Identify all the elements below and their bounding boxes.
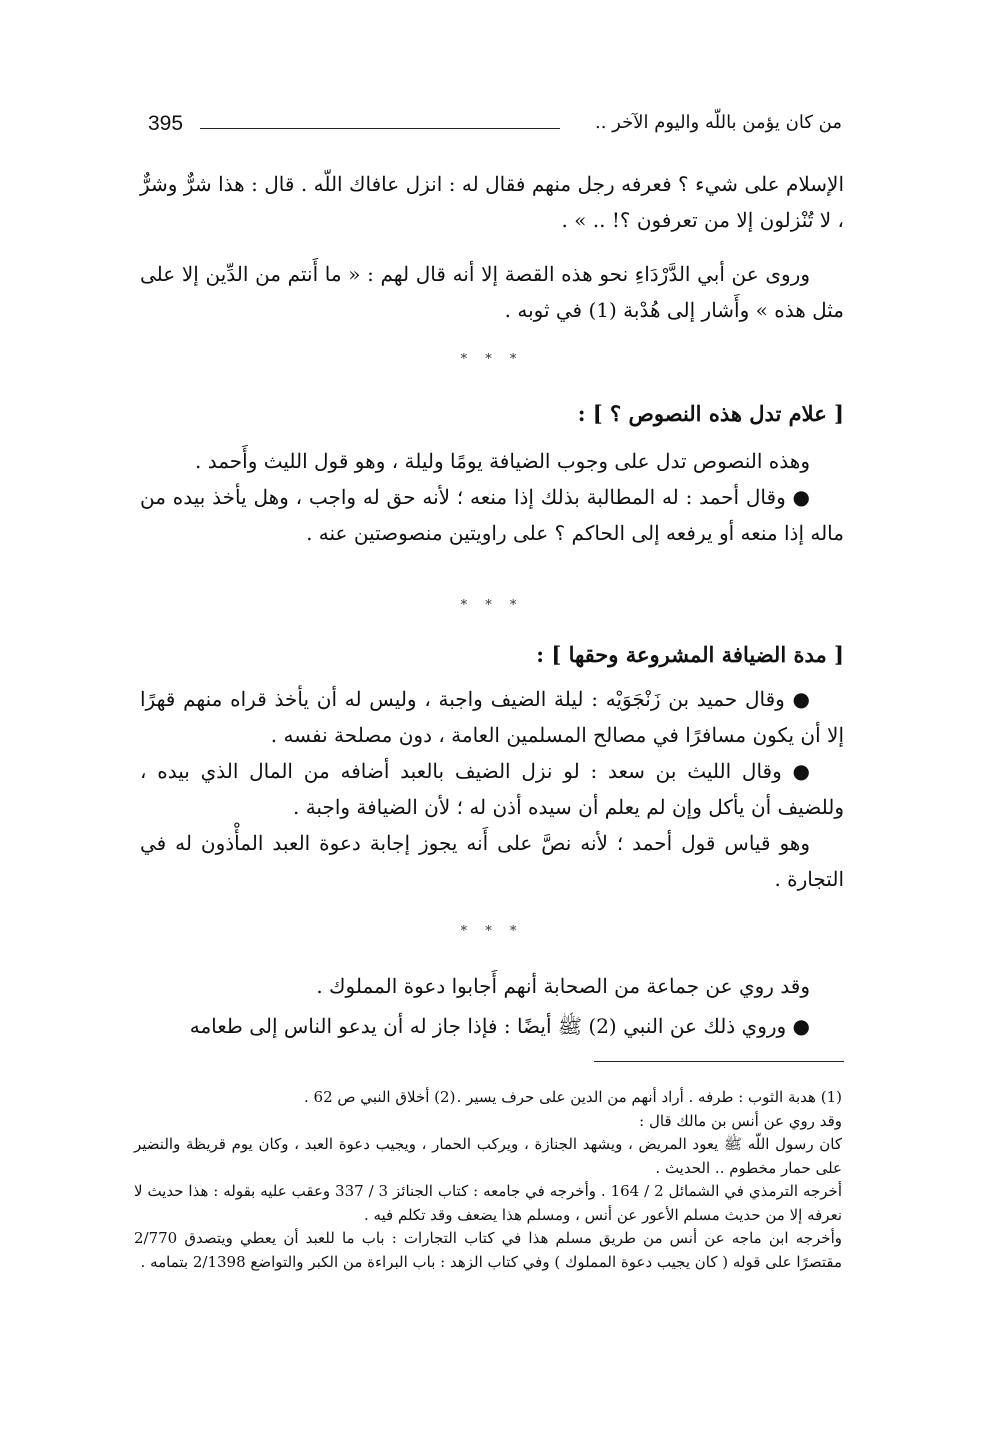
section-separator: * * * bbox=[460, 924, 524, 939]
section-heading: [ علام تدل هذه النصوص ؟ ] : bbox=[577, 401, 844, 426]
section-separator: * * * bbox=[460, 352, 524, 367]
paragraph: ● وقال حميد بن زَنْجَوَيْه : ليلة الضيف واجبة ، وليس له أن يأخذ قراه منهم قهرًا إلا أن يكون مسافرًا في مصالح المسلمين العامة ، دون مصلحة نفسه . bbox=[140, 687, 844, 747]
page-header bbox=[148, 112, 842, 142]
footnote-line: أخرجه الترمذي في الشمائل 2 / 164 . وأخرجه في جامعه : كتاب الجنائز 3 / 337 وعقب عليه بقوله : هذا حديث لا نعرفه إلا من حديث مسلم الأعور عن أنس ، ومسلم هذا يضعف وقد تكلم فيه . bbox=[134, 1182, 843, 1224]
paragraph: وقد روي عن جماعة من الصحابة أنهم أَجابوا دعوة المملوك . bbox=[316, 974, 810, 998]
section-3 bbox=[140, 968, 844, 1044]
paragraph: ● وقال أحمد : له المطالبة بذلك إذا منعه ؛ لأنه حق له واجب ، وهل يأخذ بيده من ماله إذا منعه أو يرفعه إلى الحاكم ؟ على راويتين منصوصتين عنه . bbox=[140, 485, 844, 545]
section-1 bbox=[140, 401, 844, 551]
footnotes bbox=[134, 1086, 842, 1274]
footnote-line: كان رسول اللّه ﷺ يعود المريض ، ويشهد الجنازة ، ويركب الحمار ، ويجيب دعوة العبد ، وكان يوم قريظة والنضير على حمار مخطوم .. الحديث . bbox=[134, 1135, 842, 1177]
footnote-2: (2) أخلاق النبي ص 62 . bbox=[304, 1088, 456, 1106]
paragraph: ● وروي ذلك عن النبي (2) ﷺ أيضًا : فإذا جاز له أن يدعو الناس إلى طعامه bbox=[189, 1014, 810, 1038]
section-separator: * * * bbox=[460, 598, 524, 613]
footnote-line: وأخرجه ابن ماجه عن أنس من طريق مسلم هذا في كتاب التجارات : باب ما للعبد أن يعطي ويتصدق 2/770 مقتصرًا على قوله ( كان يجيب دعوة المملوك ) وفي كتاب الزهد : باب البراءة من الكبر والتواضع 2/1398 بتمامه . bbox=[134, 1229, 842, 1271]
page-number: 395 bbox=[148, 112, 184, 135]
paragraph: الإسلام على شيء ؟ فعرفه رجل منهم فقال له : انزل عافاك اللّه . قال : هذا شرٌّ وشرٌّ ، لا تُنْزلون إلا من تعرفون ؟! .. » . bbox=[140, 172, 844, 232]
header-rule bbox=[200, 128, 560, 129]
paragraph: وهو قياس قول أحمد ؛ لأنه نصَّ على أَنه يجوز إجابة دعوة العبد المأْذون له في التجارة . bbox=[140, 831, 844, 891]
paragraph: ● وقال الليث بن سعد : لو نزل الضيف بالعبد أضافه من المال الذي بيده ، وللضيف أن يأكل وإن لم يعلم أن سيده أذن له ؛ لأن الضيافة واجبة . bbox=[140, 759, 844, 819]
body-block-1 bbox=[140, 166, 844, 328]
footnote-rule bbox=[594, 1061, 844, 1062]
footnote-1: (1) هدبة الثوب : طرفه . أراد أنهم من الدين على حرف يسير . bbox=[456, 1088, 842, 1106]
paragraph: وروى عن أبي الدَّرْدَاءِ نحو هذه القصة إلا أنه قال لهم : « ما أَنتم من الدِّين إلا على مثل هذه » وأَشار إلى هُدْبة (1) في ثوبه . bbox=[140, 262, 844, 322]
footnote-line: وقد روي عن أنس بن مالك قال : bbox=[639, 1111, 842, 1130]
footnote-line bbox=[134, 1086, 842, 1110]
paragraph: وهذه النصوص تدل على وجوب الضيافة يومًا وليلة ، وهو قول الليث وأَحمد . bbox=[195, 449, 810, 473]
section-2 bbox=[140, 642, 844, 897]
running-title: من كان يؤمن باللّه واليوم الآخر .. bbox=[594, 112, 842, 133]
section-heading: [ مدة الضيافة المشروعة وحقها ] : bbox=[536, 642, 844, 667]
